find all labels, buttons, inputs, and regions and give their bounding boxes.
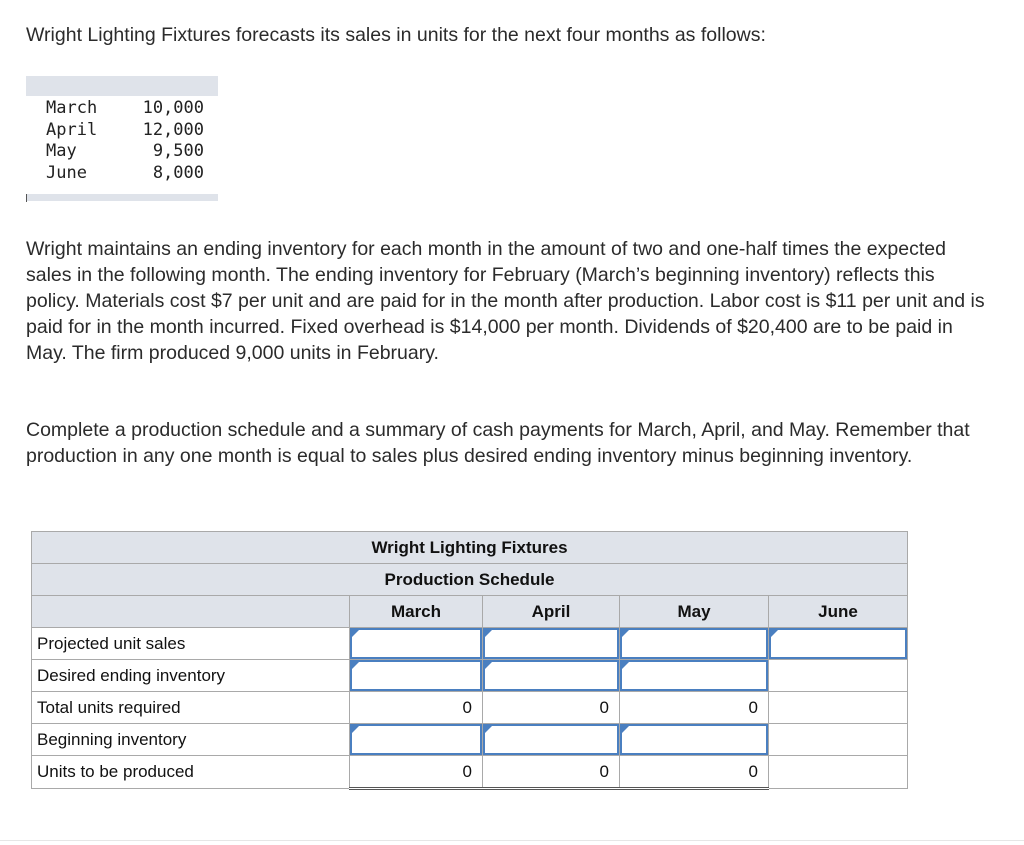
- sales-units: 12,000: [142, 119, 204, 140]
- total-may-value: 0: [620, 692, 769, 724]
- policy-text: Wright maintains an ending inventory for each month in the amount of two and one-half times the expected sales in the following month. The ending inventory for February (March’s beginning inventory) reflects this policy. Materials cost $7 per unit and are paid for in the month after production. Labor cost is $11 per unit and is paid for in the month incurred. Fixed overhead is $14,000 per month. Dividends of $20,400 are to be paid in May. The firm produced 9,000 units in February.: [26, 238, 985, 364]
- column-header-june: June: [769, 596, 908, 628]
- projected-march-input[interactable]: [350, 628, 483, 660]
- ending-june-cell: [769, 660, 908, 692]
- label-column-header: [32, 596, 350, 628]
- row-label-produced: Units to be produced: [32, 756, 350, 789]
- projected-may-input[interactable]: [620, 628, 769, 660]
- table-row: [32, 660, 908, 692]
- sales-month: April: [46, 119, 98, 140]
- row-label-beginning: Beginning inventory: [32, 724, 350, 756]
- ending-march-input[interactable]: [350, 660, 483, 692]
- ending-april-input[interactable]: [483, 660, 620, 692]
- beginning-june-cell: [769, 724, 908, 756]
- sales-footer-tick: [26, 194, 27, 202]
- table-row: [32, 724, 908, 756]
- sales-units: 9,500: [152, 141, 204, 161]
- produced-april-value: 0: [483, 756, 620, 789]
- sales-row: [46, 163, 204, 185]
- row-label-total: Total units required: [32, 692, 350, 724]
- sales-forecast-block: [26, 76, 218, 202]
- ending-may-input[interactable]: [620, 660, 769, 692]
- beginning-march-input[interactable]: [350, 724, 483, 756]
- column-header-may: May: [620, 596, 769, 628]
- sales-row: [46, 98, 204, 120]
- sales-units: 10,000: [142, 98, 204, 118]
- total-june-cell: [769, 692, 908, 724]
- sales-footer-bar: [26, 194, 218, 201]
- sales-month: March: [46, 98, 98, 118]
- company-header: Wright Lighting Fixtures: [32, 532, 908, 564]
- table-row: [32, 628, 908, 660]
- page-divider: [0, 840, 1024, 841]
- production-schedule-table: [31, 531, 908, 790]
- sales-month: June: [46, 162, 87, 183]
- sales-forecast-table: [46, 98, 204, 184]
- total-april-value: 0: [483, 692, 620, 724]
- row-label-ending: Desired ending inventory: [32, 660, 350, 692]
- schedule-title: Production Schedule: [32, 564, 908, 596]
- column-header-april: April: [483, 596, 620, 628]
- sales-header-bar: [26, 76, 218, 96]
- produced-march-value: 0: [350, 756, 483, 789]
- beginning-april-input[interactable]: [483, 724, 620, 756]
- sales-row: [46, 120, 204, 142]
- sales-units: 8,000: [152, 162, 204, 183]
- sales-month: May: [46, 141, 77, 161]
- beginning-may-input[interactable]: [620, 724, 769, 756]
- projected-april-input[interactable]: [483, 628, 620, 660]
- table-row: [32, 692, 908, 724]
- task-text: Complete a production schedule and a summary of cash payments for March, April, and May. Remember that production in any one month is equal to sales plus desired ending inventory minus beginning inventory.: [26, 419, 970, 467]
- sales-row: [46, 141, 204, 163]
- total-march-value: 0: [350, 692, 483, 724]
- projected-june-input[interactable]: [769, 628, 908, 660]
- produced-june-cell: [769, 756, 908, 789]
- intro-text: Wright Lighting Fixtures forecasts its sales in units for the next four months as follows:: [26, 24, 766, 46]
- row-label-projected: Projected unit sales: [32, 628, 350, 660]
- produced-may-value: 0: [620, 756, 769, 789]
- column-header-march: March: [350, 596, 483, 628]
- table-row: [32, 756, 908, 789]
